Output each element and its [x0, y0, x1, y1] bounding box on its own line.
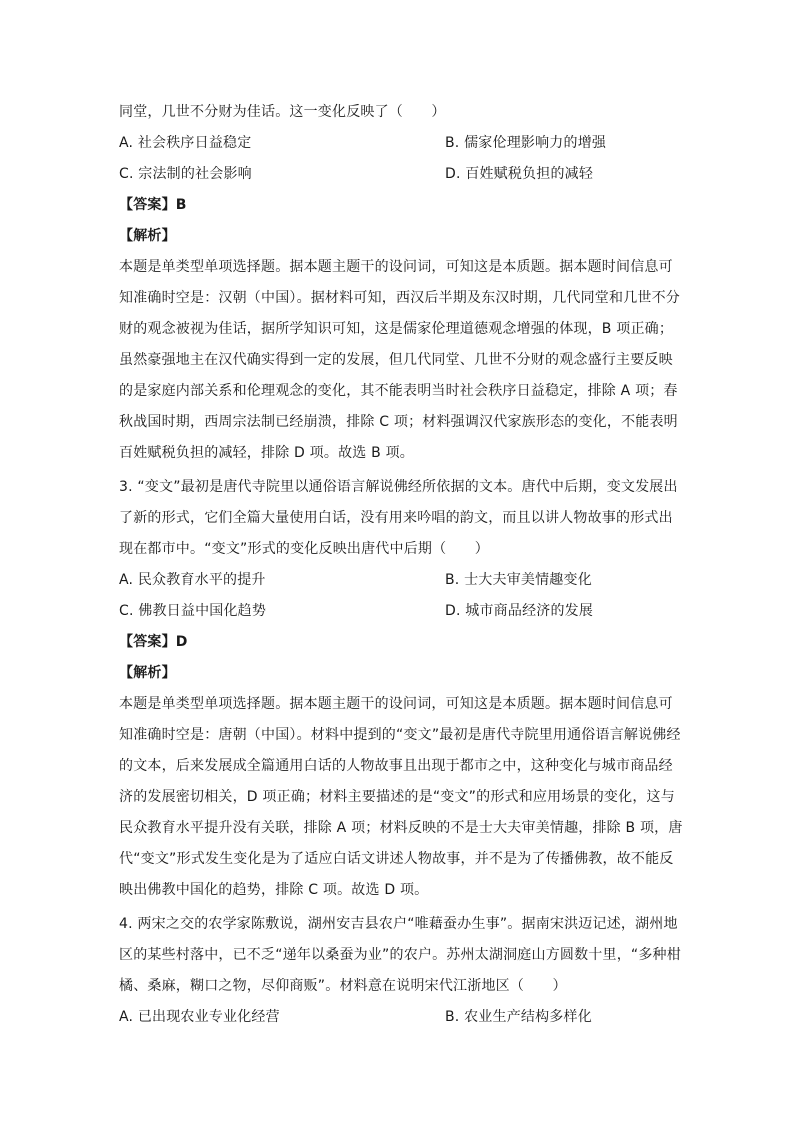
- q3-analysis-heading: 【解析】: [119, 665, 176, 681]
- q4-option-b: B. 农业生产结构多样化: [445, 1009, 592, 1025]
- q2-analysis-line: 本题是单类型单项选择题。据本题主题干的设问词，可知这是本质题。据本题时间信息可: [119, 259, 673, 275]
- q2-analysis-heading: 【解析】: [119, 228, 176, 244]
- q2-analysis-line: 知准确时空是：汉朝（中国）。据材料可知，西汉后半期及东汉时期，几代同堂和几世不分: [119, 290, 680, 306]
- q2-option-c: C. 宗法制的社会影响: [119, 166, 252, 182]
- q3-option-c: C. 佛教日益中国化趋势: [119, 603, 267, 619]
- q3-stem-line: 了新的形式，它们全篇大量使用白话，没有用来吟唱的韵文，而且以讲人物故事的形式出: [119, 510, 673, 526]
- q4-stem-line: 橘、桑麻，糊口之物，尽仰商贩”。材料意在说明宋代江浙地区（ ）: [119, 978, 567, 994]
- q3-answer: 【答案】D: [119, 634, 188, 650]
- q3-option-d: D. 城市商品经济的发展: [445, 603, 594, 619]
- q4-option-a: A. 已出现农业专业化经营: [119, 1009, 280, 1025]
- q2-option-d: D. 百姓赋税负担的减轻: [445, 166, 594, 182]
- q4-stem-line: 区的某些村落中，已不乏“递年以桑蚕为业”的农户。苏州太湖洞庭山方圆数十里，“多种柑: [119, 947, 681, 963]
- q4-stem-line: 4. 两宋之交的农学家陈敷说，湖州安吉县农户“唯藉蚕办生事”。据南宋洪迈记述，湖州地: [119, 916, 678, 932]
- q3-analysis-line: 民众教育水平提升没有关联，排除 A 项；材料反映的不是士大夫审美情趣，排除 B 项，唐: [119, 820, 683, 836]
- q3-stem-line: 现在都市中。“变文”形式的变化反映出唐代中后期（ ）: [119, 541, 489, 557]
- q3-option-a: A. 民众教育水平的提升: [119, 572, 266, 588]
- q3-analysis-line: 本题是单类型单项选择题。据本题主题干的设问词，可知这是本质题。据本题时间信息可: [119, 696, 673, 712]
- q2-option-b: B. 儒家伦理影响力的增强: [445, 135, 607, 151]
- q2-option-a: A. 社会秩序日益稳定: [119, 135, 252, 151]
- q2-answer: 【答案】B: [119, 197, 187, 213]
- q2-analysis-line: 财的观念被视为佳话，据所学知识可知，这是儒家伦理道德观念增强的体现，B 项正确；: [119, 321, 674, 337]
- q2-stem-tail: 同堂，几世不分财为佳话。这一变化反映了（ ）: [119, 104, 446, 120]
- q3-stem-line: 3. “变文”最初是唐代寺院里以通俗语言解说佛经所依据的文本。唐代中后期，变文发展出: [119, 479, 678, 495]
- q3-analysis-line: 映出佛教中国化的趋势，排除 C 项。故选 D 项。: [119, 882, 429, 898]
- q3-analysis-line: 的文本，后来发展成全篇通用白话的人物故事且出现于都市之中，这种变化与城市商品经: [119, 758, 673, 774]
- q3-analysis-line: 知准确时空是：唐朝（中国）。材料中提到的“变文”最初是唐代寺院里用通俗语言解说佛经: [119, 727, 681, 743]
- q2-analysis-line: 秋战国时期，西周宗法制已经崩溃，排除 C 项；材料强调汉代家族形态的变化，不能表明: [119, 414, 678, 430]
- q2-analysis-line: 虽然豪强地主在汉代确实得到一定的发展，但几代同堂、几世不分财的观念盛行主要反映: [119, 352, 673, 368]
- q2-analysis-line: 百姓赋税负担的减轻，排除 D 项。故选 B 项。: [119, 445, 414, 461]
- q3-analysis-line: 代“变文”形式发生变化是为了适应白话文讲述人物故事，并不是为了传播佛教，故不能反: [119, 851, 674, 867]
- q3-analysis-line: 济的发展密切相关，D 项正确；材料主要描述的是“变文”的形式和应用场景的变化，这与: [119, 789, 675, 805]
- q2-analysis-line: 的是家庭内部关系和伦理观念的变化，其不能表明当时社会秩序日益稳定，排除 A 项；春: [119, 383, 678, 399]
- q3-option-b: B. 士大夫审美情趣变化: [445, 572, 592, 588]
